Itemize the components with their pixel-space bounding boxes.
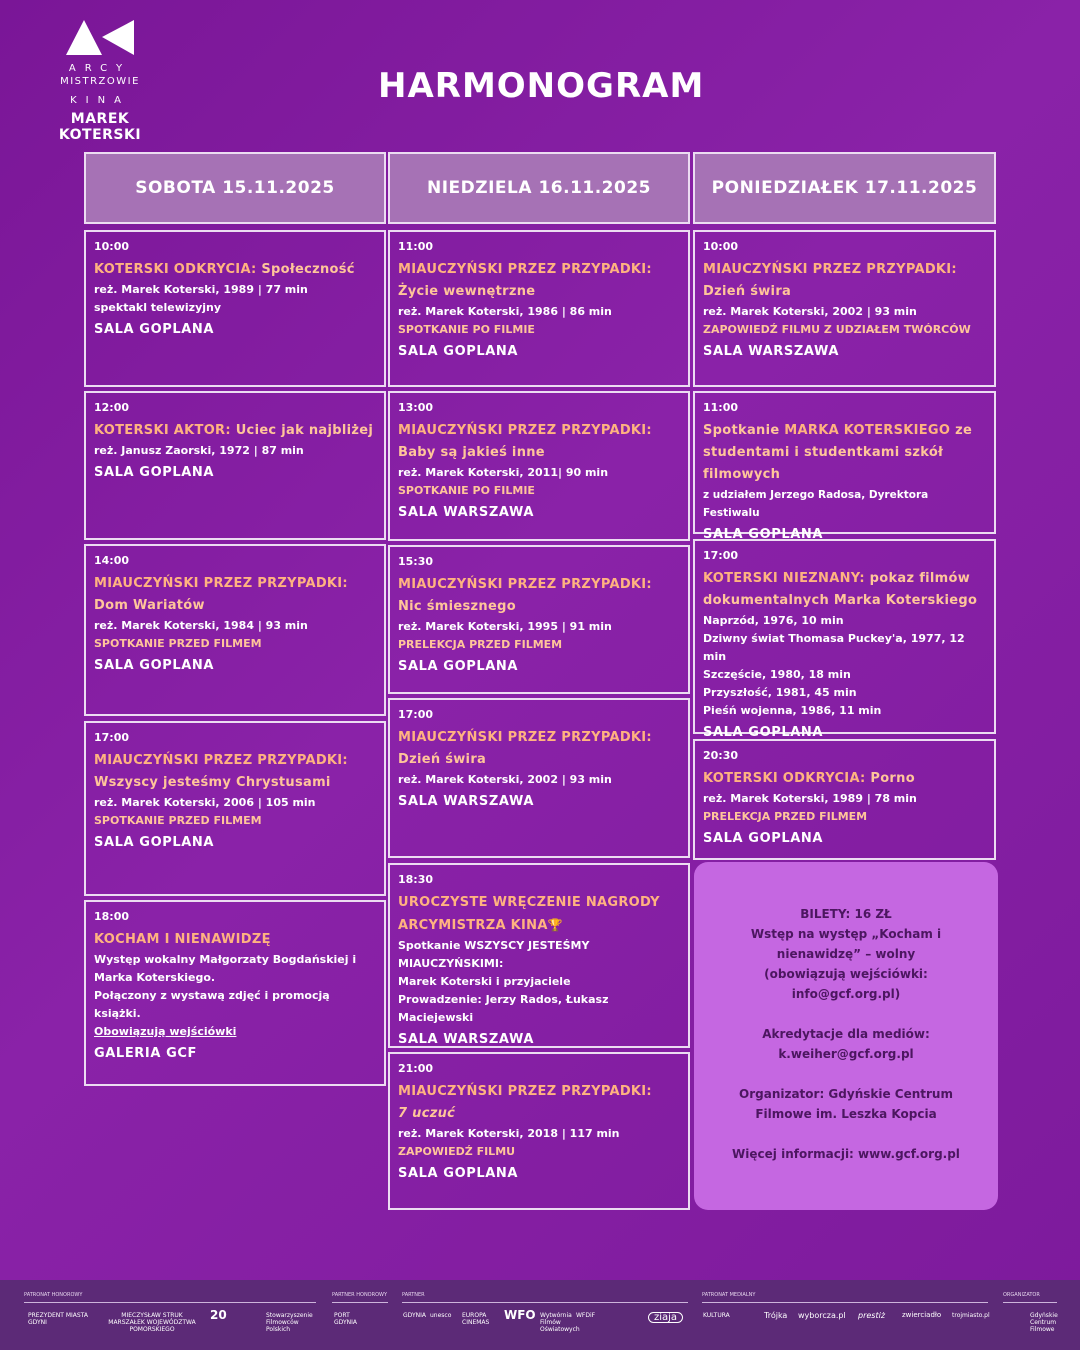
- organizer-line: Filmowe im. Leszka Kopcia: [755, 1107, 937, 1121]
- day-header-saturday: SOBOTA 15.11.2025: [84, 152, 386, 224]
- event-details: reż. Marek Koterski, 1989 | 77 min: [94, 283, 308, 296]
- tickets-required-link[interactable]: Obowiązują wejściówki: [94, 1025, 237, 1038]
- event-title: KOCHAM I NIENAWIDZĘ: [94, 932, 271, 947]
- sponsor-logo: GDYNIA: [403, 1312, 426, 1319]
- footer-group-label: ORGANIZATOR: [1003, 1292, 1040, 1298]
- event-title: MIAUCZYŃSKI PRZEZ PRZYPADKI: Dom Wariatów: [94, 576, 348, 613]
- info-line: (obowiązują wejściówki:: [764, 967, 928, 981]
- event-time: 11:00: [703, 401, 739, 414]
- event-card[interactable]: [84, 721, 386, 896]
- event-time: 15:30: [398, 555, 434, 568]
- event-title: KOTERSKI NIEZNANY: pokaz filmów dokumentalnych Marka Koterskiego: [703, 571, 978, 608]
- event-time: 14:00: [94, 554, 130, 567]
- event-venue: SALA GOPLANA: [703, 831, 824, 846]
- day-header-sunday: NIEDZIELA 16.11.2025: [388, 152, 690, 224]
- event-title: MIAUCZYŃSKI PRZEZ PRZYPADKI: Życie wewnętrzne: [398, 262, 652, 299]
- organizer-line: Organizator: Gdyńskie Centrum: [739, 1087, 953, 1101]
- event-details: reż. Marek Koterski, 2002 | 93 min: [703, 305, 917, 318]
- sponsor-logo: KULTURA: [703, 1312, 730, 1319]
- event-time: 17:00: [398, 708, 434, 721]
- footer-divider: [24, 1302, 316, 1303]
- event-details: reż. Marek Koterski, 2018 | 117 min: [398, 1127, 620, 1140]
- sponsors-footer: [0, 1280, 1080, 1350]
- event-time: 17:00: [703, 549, 739, 562]
- event-venue: SALA WARSZAWA: [398, 794, 535, 809]
- sponsor-logo: 20: [210, 1308, 227, 1322]
- event-venue: GALERIA GCF: [94, 1046, 198, 1061]
- event-details: z udziałem Jerzego Radosa, Dyrektora Festiwalu: [703, 489, 929, 519]
- event-card[interactable]: [693, 230, 996, 387]
- info-panel: [694, 862, 998, 1210]
- event-note: SPOTKANIE PO FILMIE: [398, 323, 535, 336]
- more-info-link[interactable]: Więcej informacji: www.gcf.org.pl: [732, 1147, 960, 1161]
- film-list-item: Naprzód, 1976, 10 min: [703, 614, 844, 627]
- event-venue: SALA WARSZAWA: [398, 505, 535, 520]
- event-venue: SALA GOPLANA: [398, 659, 519, 674]
- event-details: Prowadzenie: Jerzy Rados, Łukasz Maciejewski: [398, 993, 609, 1024]
- day-header-monday: PONIEDZIAŁEK 17.11.2025: [693, 152, 996, 224]
- sponsor-logo: zwierciadło: [902, 1311, 942, 1319]
- event-card[interactable]: [84, 230, 386, 387]
- event-time: 18:00: [94, 910, 130, 923]
- event-card[interactable]: [388, 698, 690, 858]
- info-line: nienawidzę” – wolny: [776, 947, 916, 961]
- event-card[interactable]: [84, 900, 386, 1086]
- logo-name: MAREK KOTERSKI: [58, 111, 142, 143]
- event-time: 11:00: [398, 240, 434, 253]
- event-venue: SALA WARSZAWA: [703, 344, 840, 359]
- event-time: 10:00: [703, 240, 739, 253]
- event-title: MIAUCZYŃSKI PRZEZ PRZYPADKI: Dzień świra: [703, 262, 957, 299]
- footer-group-label: PATRONAT HONOROWY: [24, 1292, 83, 1298]
- event-title: KOTERSKI AKTOR: Uciec jak najbliżej: [94, 423, 374, 438]
- sponsor-logo: Wytwórnia Filmów Oświatowych: [540, 1312, 580, 1333]
- event-card[interactable]: [693, 391, 996, 542]
- footer-group-label: PATRONAT MEDIALNY: [702, 1292, 756, 1298]
- event-time: 10:00: [94, 240, 130, 253]
- sponsor-logo: Trójka: [764, 1311, 788, 1320]
- event-card[interactable]: [693, 739, 996, 860]
- organizer-logo: Gdyńskie Centrum Filmowe: [1030, 1312, 1058, 1333]
- sponsor-logo: WFO: [504, 1308, 536, 1322]
- event-note: SPOTKANIE PO FILMIE: [398, 484, 535, 497]
- info-email[interactable]: info@gcf.org.pl): [791, 987, 901, 1001]
- page-title: HARMONOGRAM: [378, 66, 705, 106]
- info-line: Akredytacje dla mediów:: [762, 1027, 930, 1041]
- event-details: reż. Marek Koterski, 1995 | 91 min: [398, 620, 612, 633]
- sponsor-logo: PREZYDENT MIASTA GDYNI: [28, 1312, 88, 1326]
- sponsor-logo: prestiż: [858, 1311, 886, 1320]
- event-time: 12:00: [94, 401, 130, 414]
- event-time: 17:00: [94, 731, 130, 744]
- logo-line-arcy: ARCY: [68, 63, 132, 74]
- event-note: ZAPOWIEDŹ FILMU Z UDZIAŁEM TWÓRCÓW: [703, 323, 971, 336]
- footer-divider: [1003, 1302, 1057, 1303]
- event-details: Marek Koterski i przyjaciele: [398, 975, 571, 988]
- sponsor-logo: PORT GDYNIA: [334, 1312, 357, 1326]
- event-details: Połączony z wystawą zdjęć i promocją książki.: [94, 989, 330, 1020]
- sponsor-logo: WFDiF: [576, 1312, 596, 1319]
- event-time: 21:00: [398, 1062, 434, 1075]
- event-card[interactable]: [388, 230, 690, 387]
- event-time: 20:30: [703, 749, 739, 762]
- film-list-item: Przyszłość, 1981, 45 min: [703, 686, 857, 699]
- event-details: reż. Marek Koterski, 1989 | 78 min: [703, 792, 917, 805]
- logo-line-mistrzowie: MISTRZOWIE: [60, 76, 140, 87]
- event-details: reż. Marek Koterski, 2002 | 93 min: [398, 773, 612, 786]
- event-note: PRELEKCJA PRZED FILMEM: [703, 810, 868, 823]
- trophy-icon: 🏆: [547, 918, 563, 932]
- sponsor-logo: ziaja: [648, 1312, 683, 1323]
- event-details: reż. Marek Koterski, 2011| 90 min: [398, 466, 609, 479]
- sponsor-logo: EUROPA CINEMAS: [462, 1312, 490, 1326]
- festival-logo: [30, 18, 170, 143]
- event-title: MIAUCZYŃSKI PRZEZ PRZYPADKI: Dzień świra: [398, 730, 652, 767]
- event-card[interactable]: [388, 545, 690, 694]
- event-title: MIAUCZYŃSKI PRZEZ PRZYPADKI: 7 uczuć: [398, 1084, 652, 1121]
- sponsor-logo: Stowarzyszenie Filmowców Polskich: [266, 1312, 313, 1333]
- event-details: reż. Marek Koterski, 1984 | 93 min: [94, 619, 308, 632]
- event-card[interactable]: [84, 391, 386, 540]
- logo-line-kina: KINA: [70, 95, 130, 106]
- event-venue: SALA GOPLANA: [703, 527, 824, 542]
- event-note: PRELEKCJA PRZED FILMEM: [398, 638, 563, 651]
- footer-divider: [702, 1302, 988, 1303]
- event-card[interactable]: [388, 1052, 690, 1210]
- event-details: spektakl telewizyjny: [94, 301, 222, 314]
- event-card[interactable]: [693, 539, 996, 740]
- event-title: KOTERSKI ODKRYCIA: Społeczność: [94, 262, 355, 277]
- event-venue: SALA GOPLANA: [94, 835, 215, 850]
- sponsor-logo: MIECZYSŁAW STRUK MARSZAŁEK WOJEWÓDZTWA POMORSKIEGO: [108, 1312, 196, 1333]
- info-line: Wstęp na występ „Kocham i: [750, 927, 942, 941]
- event-details: Występ wokalny Małgorzaty Bogdańskiej i Marka Koterskiego.: [94, 953, 357, 984]
- event-venue: SALA GOPLANA: [94, 322, 215, 337]
- film-list-item: Dziwny świat Thomasa Puckey'a, 1977, 12 min: [703, 632, 965, 663]
- event-details: reż. Marek Koterski, 1986 | 86 min: [398, 305, 612, 318]
- event-note: ZAPOWIEDŹ FILMU: [398, 1145, 516, 1158]
- tickets-price: BILETY: 16 ZŁ: [800, 907, 892, 921]
- event-time: 18:30: [398, 873, 434, 886]
- event-title: MIAUCZYŃSKI PRZEZ PRZYPADKI: Baby są jakieś inne: [398, 423, 652, 460]
- sponsor-logo: unesco: [430, 1312, 452, 1319]
- event-time: 13:00: [398, 401, 434, 414]
- event-venue: SALA GOPLANA: [398, 1166, 519, 1181]
- event-title: MIAUCZYŃSKI PRZEZ PRZYPADKI: Wszyscy jesteśmy Chrystusami: [94, 753, 348, 790]
- event-title: Spotkanie MARKA KOTERSKIEGO ze studentami i studentkami szkół filmowych: [703, 423, 973, 482]
- event-card[interactable]: [84, 544, 386, 716]
- event-title: UROCZYSTE WRĘCZENIE NAGRODY ARCYMISTRZA KINA🏆: [398, 895, 660, 933]
- event-title: MIAUCZYŃSKI PRZEZ PRZYPADKI: Nic śmiesznego: [398, 577, 652, 614]
- film-list-item: Szczęście, 1980, 18 min: [703, 668, 851, 681]
- event-venue: SALA GOPLANA: [94, 658, 215, 673]
- event-venue: SALA GOPLANA: [703, 725, 824, 740]
- footer-divider: [332, 1302, 388, 1303]
- event-card[interactable]: [388, 391, 690, 541]
- event-note: SPOTKANIE PRZED FILMEM: [94, 637, 262, 650]
- event-details: reż. Marek Koterski, 2006 | 105 min: [94, 796, 316, 809]
- footer-divider: [402, 1302, 688, 1303]
- footer-group-label: PARTNER: [402, 1292, 425, 1298]
- media-email[interactable]: k.weiher@gcf.org.pl: [778, 1047, 914, 1061]
- event-title: KOTERSKI ODKRYCIA: Porno: [703, 771, 915, 786]
- event-venue: SALA GOPLANA: [398, 344, 519, 359]
- film-list-item: Pieśń wojenna, 1986, 11 min: [703, 704, 882, 717]
- footer-group-label: PARTNER HONOROWY: [332, 1292, 388, 1298]
- logo-triangles-icon: [64, 18, 136, 56]
- sponsor-logo: wyborcza.pl: [798, 1311, 846, 1320]
- event-venue: SALA WARSZAWA: [398, 1032, 535, 1047]
- event-details: Spotkanie WSZYSCY JESTEŚMY MIAUCZYŃSKIMI:: [398, 939, 590, 970]
- event-venue: SALA GOPLANA: [94, 465, 215, 480]
- event-card[interactable]: [388, 863, 690, 1048]
- event-details: reż. Janusz Zaorski, 1972 | 87 min: [94, 444, 304, 457]
- event-note: SPOTKANIE PRZED FILMEM: [94, 814, 262, 827]
- sponsor-logo: trojmiasto.pl: [952, 1312, 990, 1319]
